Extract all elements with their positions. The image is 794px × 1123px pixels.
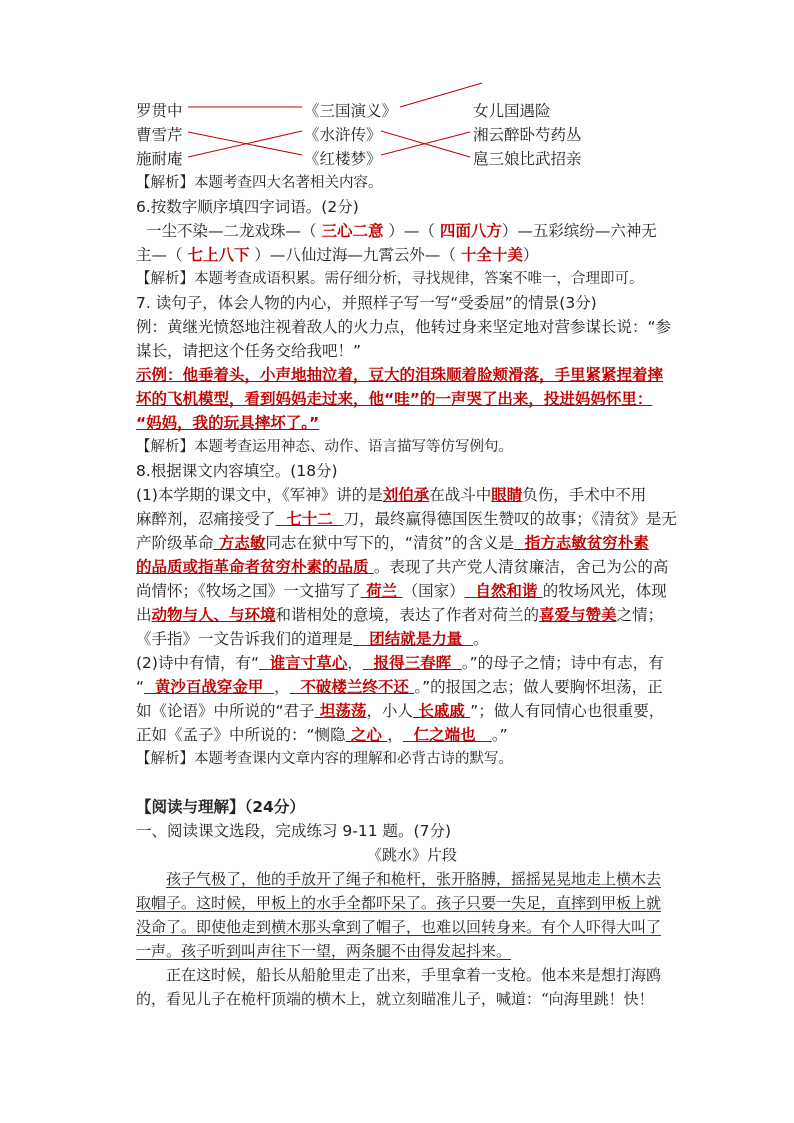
- book-3: 《红楼梦》: [304, 150, 382, 168]
- match-line-4: [400, 83, 482, 107]
- q8-line-5: 尚情怀；《牧场之国》一文描写了 荷兰 （国家） 自然和谐 的牧场风光，体现: [136, 582, 667, 600]
- q7-example-1: 例：黄继光愤怒地注视着敌人的火力点，他转过身来坚定地对营参谋长说：“参: [136, 318, 672, 336]
- q7-answer-2: 坏的飞机模型，看到妈妈走过来，他“哇”的一声哭了出来，投进妈妈怀里：: [136, 390, 653, 408]
- book-2: 《水浒传》: [304, 126, 382, 144]
- passage-title: 《跳水》片段: [367, 846, 458, 864]
- author-2: 曹雪芹: [136, 126, 183, 144]
- q7-answer-1: 示例：他垂着头，小声地抽泣着，豆大的泪珠顺着脸颊滑落，手里紧紧捏着摔: [136, 366, 664, 384]
- q7-answer-3: “妈妈，我的玩具摔坏了。”: [136, 414, 320, 432]
- reading-heading: 【阅读与理解】（24分）: [136, 798, 305, 816]
- q8-line-7: 《手指》一文告诉我们的道理是 团结就是力量 。: [136, 630, 489, 648]
- q8-line-4: 的品质或指革命者贫穷朴素的品质 。表现了共产党人清贫廉洁，舍己为公的高: [136, 558, 669, 576]
- q8-line-1: (1)本学期的课文中，《军神》讲的是刘伯承在战斗中眼睛负伤，手术中不用: [136, 486, 647, 504]
- author-3: 施耐庵: [136, 150, 183, 168]
- matching-lines: [0, 0, 794, 200]
- reading-subheading: 一、阅读课文选段，完成练习 9-11 题。(7分): [136, 822, 451, 840]
- q6-line-2: 主—（ 七上八下 ）—八仙过海—九霄云外—（ 十全十美）: [136, 246, 539, 264]
- analysis-8: 【解析】本题考查课内文章内容的理解和必背古诗的默写。: [136, 751, 513, 767]
- analysis-5: 【解析】本题考查四大名著相关内容。: [136, 175, 383, 191]
- match-line-6: [381, 132, 470, 155]
- q6-answer-2: 四面八方: [439, 222, 502, 240]
- book-1: 《三国演义》: [304, 102, 398, 120]
- episode-1: 女儿国遇险: [473, 102, 551, 120]
- q8-line-10: 如《论语》中所说的“君子 坦荡荡，小人 长戚戚 ”；做人有同情心也很重要，: [136, 702, 665, 720]
- q7-title: 7. 读句子，体会人物的内心，并照样子写一写“受委屈”的情景(3分): [136, 294, 597, 312]
- passage-line-5: 正在这时候，船长从船舱里走了出来，手里拿着一支枪。他本来是想打海鸥: [166, 966, 662, 984]
- q7-example-2: 谋长，请把这个任务交给我吧！”: [136, 342, 362, 360]
- analysis-6: 【解析】本题考查成语积累。需仔细分析，寻找规律，答案不唯一，合理即可。: [136, 271, 644, 287]
- episode-3: 扈三娘比武招亲: [473, 150, 582, 168]
- passage-line-3: 没命了。即使他走到横木那头拿到了帽子，也难以回转身来。有个人吓得大叫了: [136, 918, 662, 936]
- q8-line-2: 麻醉剂，忍痛接受了 七十二 刀，最终赢得德国医生赞叹的故事；《清贫》是无: [136, 510, 677, 528]
- passage-line-1: 孩子气极了，他的手放开了绳子和桅杆，张开胳膊，摇摇晃晃地走上横木去: [166, 870, 662, 888]
- passage-line-2: 取帽子。这时候，甲板上的水手全都吓呆了。孩子只要一失足，直摔到甲板上就: [136, 894, 662, 912]
- q8-line-8: (2)诗中有情，有“ 谁言寸草心， 报得三春晖 。”的母子之情；诗中有志，有: [136, 654, 664, 672]
- analysis-7: 【解析】本题考查运用神态、动作、语言描写等仿写例句。: [136, 439, 513, 455]
- q6-answer-4: 十全十美: [460, 246, 523, 264]
- q8-line-6: 出动物与人、与环境和谐相处的意境，表达了作者对荷兰的喜爱与赞美之情；: [136, 606, 664, 624]
- q6-answer-3: 七上八下: [187, 246, 250, 264]
- q6-answer-1: 三心二意: [321, 222, 384, 240]
- passage-line-6: 的，看见儿子在桅杆顶端的横木上，就立刻瞄准儿子，喊道：“向海里跳！快！: [136, 990, 654, 1008]
- match-line-3: [188, 131, 302, 157]
- q8-line-9: “ 黄沙百战穿金甲 ， 不破楼兰终不还 。”的报国之志；做人要胸怀坦荡，正: [136, 678, 663, 696]
- author-1: 罗贯中: [136, 102, 183, 120]
- q8-line-11: 正如《孟子》中所说的：“恻隐 之心 ， 仁之端也 。”: [136, 726, 508, 744]
- q8-title: 8.根据课文内容填空。(18分): [136, 462, 338, 480]
- q6-title: 6.按数字顺序填四字词语。(2分): [136, 198, 359, 216]
- q8-line-3: 产阶级革命 方志敏同志在狱中写下的，“清贫”的含义是 指方志敏贫穷朴素: [136, 534, 649, 552]
- episode-2: 湘云醉卧芍药丛: [473, 126, 582, 144]
- q6-line-1: 一尘不染—二龙戏珠—（ 三心二意 ）—（ 四面八方）—五彩缤纷—六神无: [146, 222, 657, 240]
- passage-line-4: 一声。孩子听到叫声往下一望，两条腿不由得发起抖来。: [136, 942, 512, 960]
